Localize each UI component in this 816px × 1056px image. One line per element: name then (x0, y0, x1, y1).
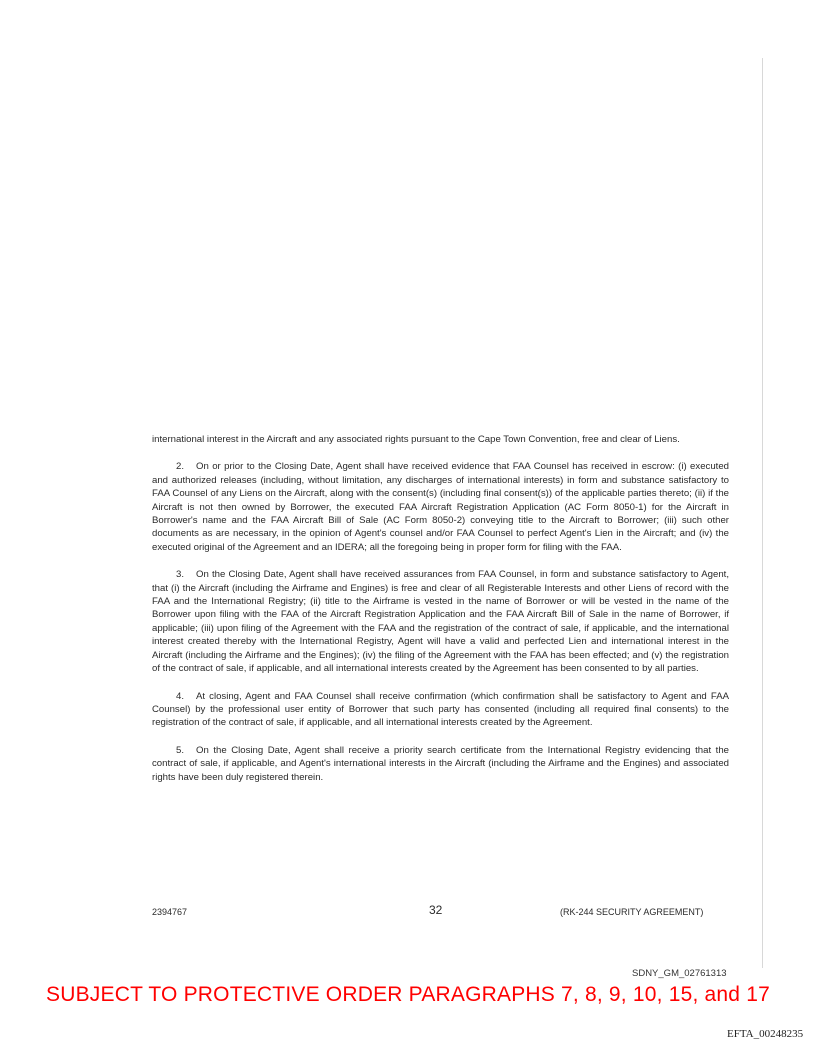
document-body (152, 433, 729, 798)
paragraph-text: At closing, Agent and FAA Counsel shall receive confirmation (which confirmation shall be satisfactory to Agent and FAA Counsel) by the professional user entity of Borrower that such party has consented (including all required final consents) to the registration of the contract of sale, if applicable, and all international interests created by the Agreement. (152, 690, 729, 729)
paragraph-number: 5. (176, 744, 185, 756)
paragraph-number: 4. (176, 690, 185, 702)
paragraph-text: On the Closing Date, Agent shall have received assurances from FAA Counsel, in form and substance satisfactory to Agent, that (i) the Aircraft (including the Airframe and Engines) is free and clear of all Registerable Interests and other Liens of record with the FAA and the International Registry; (ii) title to the Airframe is vested in the name of Borrower or will be vested in the name of the Borrower upon filing with the FAA of the Aircraft Registration Application and the FAA Aircraft Bill of Sale in the name of Borrower, if applicable; (iii) upon filing of the Agreement with the FAA and the registration of the contract of sale, if applicable, and the international interest created thereby with the International Registry, Agent will have a valid and perfected Lien and international interest in the Aircraft (including the Airframe and the Engines); (iv) the filing of the Agreement with the FAA has been effected; and (v) the registration of the contract of sale, if applicable, and all international interests created by the Agreement has been consented to by all parties. (152, 569, 729, 675)
footer-page-number: 32 (429, 903, 443, 917)
paragraph-5 (152, 744, 729, 784)
paragraph-3 (152, 568, 729, 675)
paragraph-2 (152, 460, 729, 554)
paragraph-text: On the Closing Date, Agent shall receive a priority search certificate from the International Registry evidencing that the contract of sale, if applicable, and Agent's international interests in the Aircraft (including the Airframe and the Engines) and associated rights have been duly registered therein. (152, 744, 729, 783)
efta-number: EFTA_00248235 (727, 1028, 804, 1040)
footer-doc-title: (RK-244 SECURITY AGREEMENT) (560, 907, 704, 917)
paragraph-number: 3. (176, 569, 185, 581)
footer-doc-number: 2394767 (152, 907, 188, 917)
paragraph-4 (152, 690, 729, 730)
paragraph-text: On or prior to the Closing Date, Agent shall have received evidence that FAA Counsel has received in escrow: (i) executed and authorized releases (including, without limitation, any discharges of international interests) in form and substance satisfactory to FAA Counsel of any Liens on the Aircraft, along with the consent(s) (including final consent(s)) of the applicable parties thereto; (ii) if the Aircraft is not then owned by Borrower, the executed FAA Aircraft Registration Application (AC Form 8050-1) for the Aircraft in Borrower's name and the FAA Aircraft Bill of Sale (AC Form 8050-2) conveying title to the Aircraft to Borrower; (iii) such other documents as are necessary, in the opinion of Agent's counsel and/or FAA Counsel to perfect Agent's Lien in the Aircraft; and (iv) the executed original of the Agreement and an IDERA; all the foregoing being in proper form for filing with the FAA. (152, 461, 729, 553)
protective-order-stamp: SUBJECT TO PROTECTIVE ORDER PARAGRAPHS 7, 8, 9, 10, 15, and 17 (46, 983, 770, 1006)
lead-paragraph: international interest in the Aircraft and any associated rights pursuant to the Cape Town Convention, free and clear of Liens. (152, 434, 680, 445)
bates-number: SDNY_GM_02761313 (632, 968, 727, 979)
page-edge-line (762, 58, 763, 968)
paragraph-number: 2. (176, 461, 185, 473)
